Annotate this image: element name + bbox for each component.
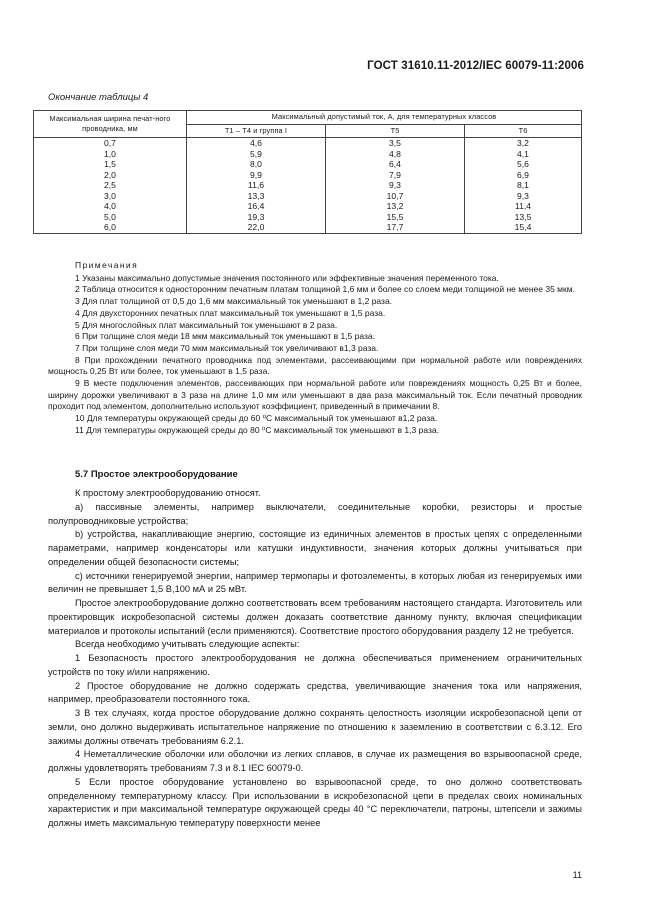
section-paragraph: 5 Если простое оборудование установлено во взрывоопасной среде, то оно должно соответствовать определенному температурному классу. При использовании в искробезопасной цепи в пределах своих номинальных характеристик и при максимальной температуре окружающей среды 40 °С переключатели, патроны, штепсели и зажимы должны иметь максимальную температуру поверхности менее [48,776,582,828]
table-cell: 16,4 [187,201,326,212]
document-header: ГОСТ 31610.11-2012/IEC 60079-11:2006 [367,60,584,72]
table-row [34,159,582,170]
section-paragraph: 1 Безопасность простого электрооборудования не должна обеспечиваться применением ограничительных устройств по току и/или напряжению. [48,653,582,677]
table-cell: 1,5 [34,159,187,170]
section-paragraph: a) пассивные элементы, например выключатели, соединительные коробки, резисторы и простые полупроводниковые устройства; [48,501,582,526]
table-cell: 5,9 [187,149,326,160]
section-paragraph: c) источники генерируемой энергии, например термопары и фотоэлементы, в которых любая из генерируемых ими величин не превышает 1,5 В,100 мА и 25 мВт. [48,570,582,595]
table-row [34,212,582,223]
table-cell: 4,6 [187,138,326,149]
note-item: 3 Для плат толщиной от 0,5 до 1,6 мм максимальный ток уменьшают в 1,2 раза. [75,296,393,307]
table-cell: 11,4 [465,201,582,212]
table-cell: 3,2 [465,138,582,149]
note-item: 5 Для многослойных плат максимальный ток уменьшают в 2 раза. [75,319,338,330]
table-cell: 7,9 [326,170,465,181]
table-col-width-header: Максимальная ширина печат-ного проводника, мм [34,111,187,138]
table-cell: 5,0 [34,212,187,223]
table-cell: 9,3 [465,191,582,202]
table-cell: 15,5 [326,212,465,223]
notes-title: Примечания [75,260,139,270]
table-cell: 6,0 [34,222,187,233]
table-cell: 0,7 [34,138,187,149]
table-cell: 4,0 [34,201,187,212]
table-sub-header-t5: Т5 [326,124,465,138]
table-sub-header-t6: Т6 [465,124,582,138]
table-cell: 19,3 [187,212,326,223]
table-row [34,149,582,160]
table-row [34,222,582,233]
note-item: 9 В месте подключения элементов, рассеивающих при нормальной работе или повреждениях мощность 0,25 Вт и более, ширину дорожки увеличивают в 3 раза на длине 1,0 мм или уменьшают в два раза максимальный ток. Если печатный проводник проходит под элементом, дополнительно используют коэффициент, приведенный в примечании 8. [48,378,582,412]
table-cell: 8,0 [187,159,326,170]
note-item: 8 При прохождении печатного проводника под элементами, рассеивающими при нормальной работе или повреждениях мощность 0,25 Вт или более, ток уменьшают в 1,5 раза. [48,354,582,377]
table-body [34,138,582,234]
table-cell: 13,5 [465,212,582,223]
note-item: 11 Для температуры окружающей среды до 80 ⁰С максимальный ток уменьшают в 1,3 раза. [75,424,439,435]
table-row [34,191,582,202]
table-row [34,138,582,149]
table-cell: 9,3 [326,180,465,191]
note-item: 1 Указаны максимально допустимые значения постоянного или эффективные значения переменного тока. [75,272,499,283]
table-cell: 5,6 [465,159,582,170]
table-cell: 8,1 [465,180,582,191]
section-paragraphs [48,487,582,831]
table-cell: 22,0 [187,222,326,233]
section-paragraph: 4 Неметаллические оболочки или оболочки из легких сплавов, в случае их размещения во взрывоопасной среде, должны удовлетворять требованиям 7.3 и 8.1 IEC 60079-0. [48,749,582,773]
note-item: 6 При толщине слоя меди 18 мкм максимальный ток уменьшают в 1,5 раза. [75,331,375,342]
table-cell: 2,5 [34,180,187,191]
section-paragraph: Всегда необходимо учитывать следующие аспекты: [75,639,300,650]
table-row [34,170,582,181]
page-number: 11 [572,870,582,880]
table-cell: 17,7 [326,222,465,233]
notes-block [48,260,582,437]
table-cell: 13,3 [187,191,326,202]
table-cell: 4,1 [465,149,582,160]
section-paragraph: 2 Простое оборудование не должно содержать средства, увеличивающие значения тока или напряжения, например, преобразователи постоянного тока. [48,680,582,705]
table-cell: 4,8 [326,149,465,160]
section-paragraph: b) устройства, накапливающие энергию, состоящие из единичных элементов в простых цепях с определенными параметрами, например конденсаторы или катушки индуктивности, значения которых должны учитываться при определении общей безопасности системы; [48,529,582,567]
section-title: 5.7 Простое электрооборудование [75,469,238,480]
table-sub-header-t1t4: Т1 – Т4 и группа I [187,124,326,138]
table-cell: 2,0 [34,170,187,181]
current-table [33,110,582,234]
table-cell: 6,9 [465,170,582,181]
table-cell: 3,5 [326,138,465,149]
section-paragraph: Простое электрооборудование должно соответствовать всем требованиям настоящего стандарта. Изготовитель или проектировщик искробезопасной системы должен доказать соответствие данному пункту, включая спецификации материалов и протоколы испытаний (если применяются). Соответствие простого оборудования разделу 12 не требуется. [48,598,582,636]
table-cell: 6,4 [326,159,465,170]
table-cell: 1,0 [34,149,187,160]
table-caption: Окончание таблицы 4 [48,92,149,103]
notes-list [48,273,582,437]
table-row [34,180,582,191]
section-paragraph: К простому электрооборудованию относят. [75,488,261,498]
note-item: 7 При толщине слоя меди 70 мкм максимальный ток увеличивают в1,3 раза. [75,342,379,353]
section-5-7 [48,469,582,831]
table-row [34,201,582,212]
table-cell: 15,4 [465,222,582,233]
note-item: 10 Для температуры окружающей среды до 60 ⁰С максимальный ток уменьшают в1,2 раза. [75,413,438,424]
table-group-header: Максимальный допустимый ток, А, для температурных классов [187,111,582,125]
note-item: 4 Для двухсторонних печатных плат максимальный ток уменьшают в 1,5 раза. [75,307,386,318]
table-cell: 11,6 [187,180,326,191]
section-paragraph: 3 В тех случаях, когда простое оборудование должно сохранять целостность изоляции искробезопасной цепи от земли, оно должно выдерживать испытательное напряжение по отношению к заземлению в соответствии с 6.3.12. Его зажимы должны отвечать требованиям 6.2.1. [48,708,582,746]
table-cell: 10,7 [326,191,465,202]
note-item: 2 Таблица относится к односторонним печатным платам толщиной 1,6 мм и более со слоем меди толщиной не менее 35 мкм. [75,284,575,295]
table-cell: 13,2 [326,201,465,212]
table-cell: 9,9 [187,170,326,181]
table-cell: 3,0 [34,191,187,202]
